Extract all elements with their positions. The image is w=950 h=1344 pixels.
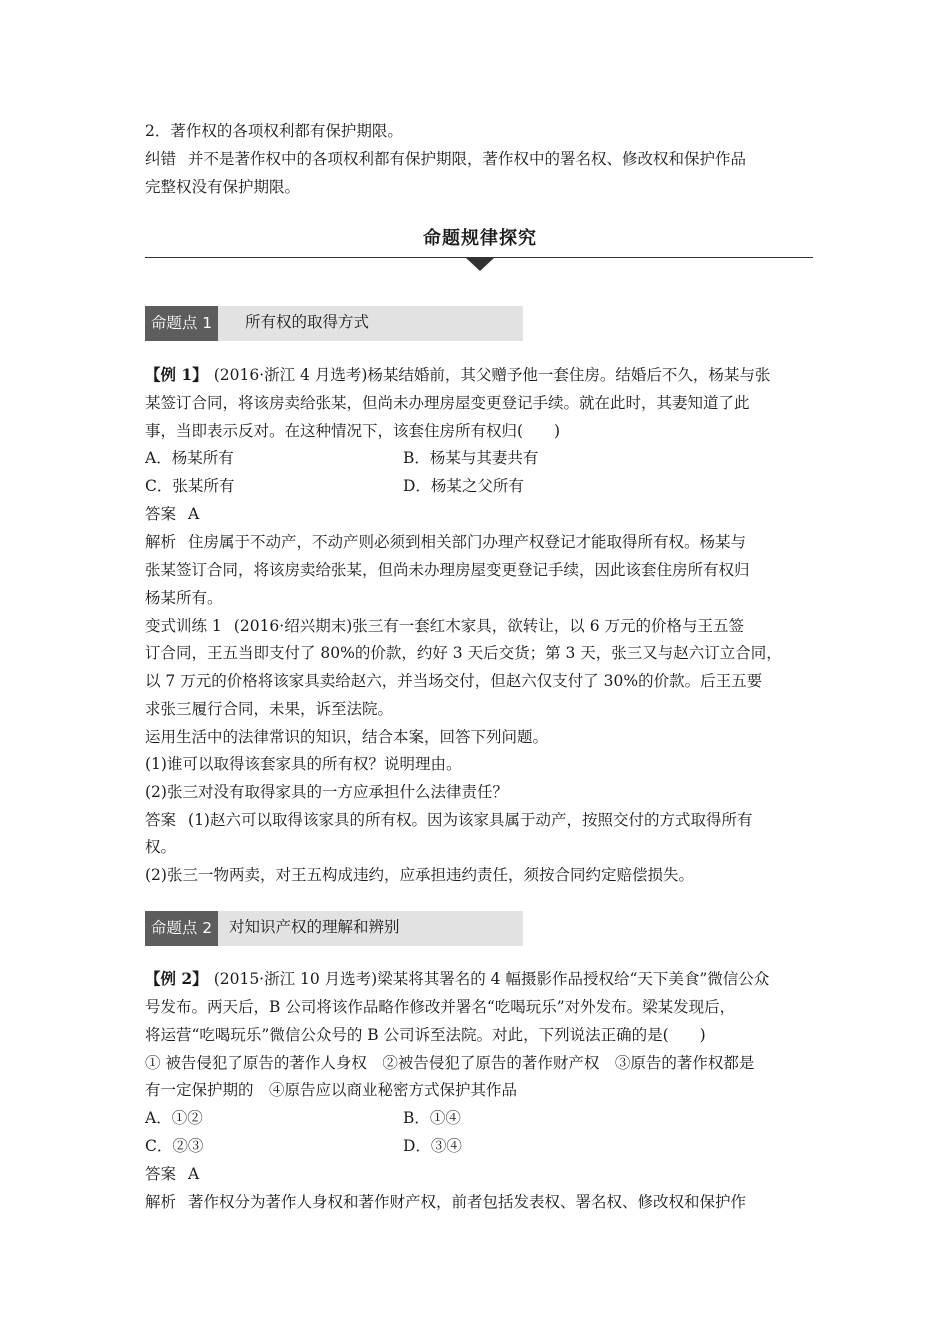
training-1-line-4: 求张三履行合同，未果，诉至法院。: [145, 700, 394, 718]
topic-2-header: [145, 911, 523, 946]
option-a: A．杨某所有: [145, 449, 234, 467]
answer-value: A: [188, 1165, 200, 1183]
options-row-2: [145, 1135, 825, 1157]
topic-2-tag: 命题点 2: [145, 911, 218, 946]
training-1-line: [145, 615, 825, 637]
training-1-text: (2016·绍兴期末)张三有一套红木家具，欲转让，以 6 万元的价格与王五签: [233, 617, 744, 635]
section-divider-triangle-icon: [466, 258, 494, 271]
option-b: B．杨某与其妻共有: [403, 449, 539, 467]
option-c: C．张某所有: [145, 477, 235, 495]
training-1-line-2: 订合同，王五当即支付了 80%的价款，约好 3 天后交货；第 3 天，张三又与赵六订立合同，: [145, 644, 782, 662]
answer-label: 答案: [145, 811, 177, 829]
answer-label: 答案: [145, 505, 177, 523]
training-1-answer: [145, 809, 825, 831]
options-row-1: [145, 447, 825, 469]
example-1-analysis-3: 杨某所有。: [145, 589, 223, 607]
option-a: A．①②: [145, 1109, 203, 1127]
training-1-answer-2: 权。: [145, 838, 177, 856]
training-1-answer-3: (2)张三一物两卖，对王五构成违约，应承担违约责任，须按合同约定赔偿损失。: [145, 866, 694, 884]
training-1-question-1: (1)谁可以取得该套家具的所有权？说明理由。: [145, 755, 462, 773]
analysis-label: 解析: [145, 1193, 177, 1211]
options-row-1: [145, 1107, 825, 1129]
example-1-line-2: 某签订合同，将该房卖给张某，但尚未办理房屋变更登记手续。就在此时，其妻知道了此: [145, 394, 750, 412]
error-correction-line: [145, 148, 825, 170]
example-1-text: (2016·浙江 4 月选考)杨某结婚前，其父赠予他一套住房。结婚后不久，杨某与张: [213, 366, 771, 384]
example-2-answer: [145, 1163, 825, 1185]
analysis-label: 解析: [145, 533, 177, 551]
example-1-line-3: 事，当即表示反对。在这种情况下，该套住房所有权归( ): [145, 422, 561, 440]
example-2-statements: ① 被告侵犯了原告的著作人身权 ②被告侵犯了原告的著作财产权 ③原告的著作权都是: [145, 1054, 755, 1072]
error-correction-line-2: 完整权没有保护期限。: [145, 178, 301, 196]
training-1-line-3: 以 7 万元的价格将该家具卖给赵六，并当场交付，但赵六仅支付了 30%的价款。后王五要: [145, 672, 763, 690]
example-1-label: 【例 1】: [145, 365, 208, 384]
answer-value: A: [188, 505, 200, 523]
training-1-label: 变式训练 1: [145, 617, 222, 635]
example-2-analysis: [145, 1191, 825, 1213]
topic-1-header: [145, 306, 523, 341]
topic-1-title: 所有权的取得方式: [245, 313, 370, 331]
example-1-analysis: [145, 531, 825, 553]
answer-label: 答案: [145, 1165, 177, 1183]
option-b: B．①④: [403, 1109, 461, 1127]
options-row-2: [145, 475, 825, 497]
example-1-line: [145, 364, 825, 386]
error-statement: 2．著作权的各项权利都有保护期限。: [145, 122, 403, 140]
example-1-answer: [145, 503, 825, 525]
analysis-text: 住房属于不动产，不动产则必须到相关部门办理产权登记才能取得所有权。杨某与: [188, 533, 747, 551]
example-2-text: (2015·浙江 10 月选考)梁某将其署名的 4 幅摄影作品授权给“天下美食”微信公众: [213, 970, 770, 988]
correction-label: 纠错: [145, 150, 177, 168]
training-1-question-2: (2)张三对没有取得家具的一方应承担什么法律责任？: [145, 783, 508, 801]
topic-1-tag: 命题点 1: [145, 306, 218, 341]
training-1-prompt: 运用生活中的法律常识的知识，结合本案，回答下列问题。: [145, 728, 549, 746]
option-d: D．杨某之父所有: [403, 477, 524, 495]
option-c: C．②③: [145, 1137, 204, 1155]
example-2-statements-2: 有一定保护期的 ④原告应以商业秘密方式保护其作品: [145, 1081, 518, 1099]
option-d: D．③④: [403, 1137, 462, 1155]
example-2-line-2: 号发布。两天后，B 公司将该作品略作修改并署名“吃喝玩乐”对外发布。梁某发现后，: [145, 998, 736, 1016]
correction-text: 并不是著作权中的各项权利都有保护期限，著作权中的署名权、修改权和保护作品: [188, 150, 747, 168]
example-2-line-3: 将运营“吃喝玩乐”微信公众号的 B 公司诉至法院。对此，下列说法正确的是( ): [145, 1026, 706, 1044]
example-2-label: 【例 2】: [145, 969, 208, 988]
training-1-answer-text: (1)赵六可以取得该家具的所有权。因为该家具属于动产，按照交付的方式取得所有: [188, 811, 753, 829]
example-2-line: [145, 968, 825, 990]
example-1-analysis-2: 张某签订合同，将该房卖给张某，但尚未办理房屋变更登记手续，因此该套住房所有权归: [145, 561, 750, 579]
analysis-text: 著作权分为著作人身权和著作财产权，前者包括发表权、署名权、修改权和保护作: [188, 1193, 747, 1211]
section-title: 命题规律探究: [423, 228, 537, 249]
topic-2-title: 对知识产权的理解和辨别: [229, 918, 400, 936]
